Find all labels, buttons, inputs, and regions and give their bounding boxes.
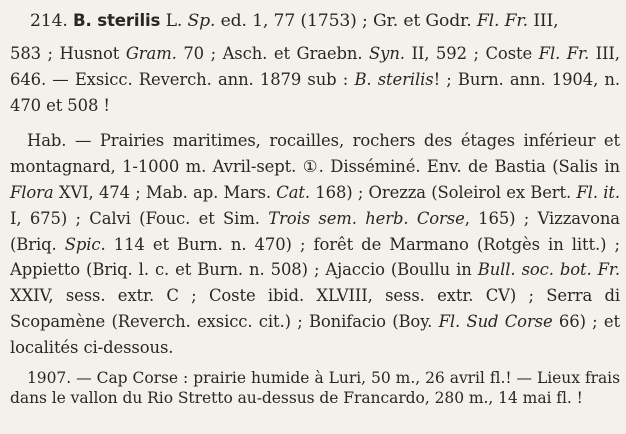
entry-number: 214. — [30, 11, 68, 31]
collection-note: 1907. — Cap Corse : prairie humide à Luri, 50 m., 26 avril fl.! — Lieux frais dans le vallon du Rio Stretto au-dessus de Francardo, 280 m., 14 mai fl. ! — [10, 368, 620, 407]
habitat-text: 168) ; Orezza (Soleirol ex Bert. — [315, 182, 572, 202]
habitat-text: XVI, 474 ; Mab. ap. Mars. — [58, 182, 271, 202]
species-name: B. sterilis — [73, 11, 161, 30]
habitat-text: 66) ; et localités ci-dessous. — [10, 311, 620, 357]
synonymy-italic: Syn. — [369, 44, 405, 63]
reference2-text: III, — [533, 11, 559, 31]
habitat-italic: Fl. it. — [576, 182, 620, 202]
synonymy-italic: Gram. — [125, 44, 177, 63]
reference-italic: Sp. — [187, 11, 216, 31]
habitat-italic: Fl. Sud Corse — [438, 311, 553, 331]
habitat-italic: Flora — [10, 182, 54, 202]
entry-heading — [30, 10, 620, 32]
reference-text: ed. 1, 77 (1753) ; Gr. et Godr. — [220, 11, 472, 31]
synonymy-italic: Fl. Fr. — [538, 44, 590, 63]
habitat-text: XXIV, sess. extr. C ; Coste ibid. XLVIII, sess. extr. CV) ; Serra di Scopamène (Reverch. exsicc. cit.) ; Bonifacio (Boy. — [10, 286, 620, 331]
synonymy-text: III, 646. — Exsicc. Reverch. ann. 1879 sub : — [10, 44, 620, 89]
synonymy-text: 583 ; Husnot — [10, 44, 120, 63]
habitat-italic: Cat. — [276, 182, 310, 202]
synonymy-text: 70 ; Asch. et Graebn. — [183, 44, 363, 63]
habitat-italic: Trois sem. herb. Corse — [268, 208, 465, 228]
synonymy-text: II, 592 ; Coste — [411, 44, 533, 63]
habitat-text: Hab. — Prairies maritimes, rocailles, rochers des étages inférieur et montagnard, 1-1000 m. Avril-sept. ①. Disséminé. Env. de Bastia (Salis in — [10, 131, 620, 177]
habitat-italic: Spic. — [64, 234, 106, 254]
habitat-text: 114 et Burn. n. 470) ; forêt de Marmano (Rotgès in litt.) ; Appietto (Briq. l. c. et Burn. n. 508) ; Ajaccio (Boullu in — [10, 234, 620, 280]
habitat-text: I, 675) ; Calvi (Fouc. et Sim. — [10, 208, 260, 228]
habitat-italic: Bull. soc. bot. Fr. — [477, 260, 620, 280]
synonymy-italic: B. sterilis — [354, 69, 434, 89]
habitat-text: , 165) ; Vizzavona (Briq. — [10, 208, 620, 254]
species-author: L. — [165, 11, 183, 31]
habitat-paragraph — [10, 128, 620, 360]
synonymy-paragraph — [10, 41, 620, 118]
reference2-italic: Fl. Fr. — [476, 11, 528, 31]
synonymy-text: ! ; Burn. ann. 1904, n. 470 et 508 ! — [10, 69, 620, 115]
